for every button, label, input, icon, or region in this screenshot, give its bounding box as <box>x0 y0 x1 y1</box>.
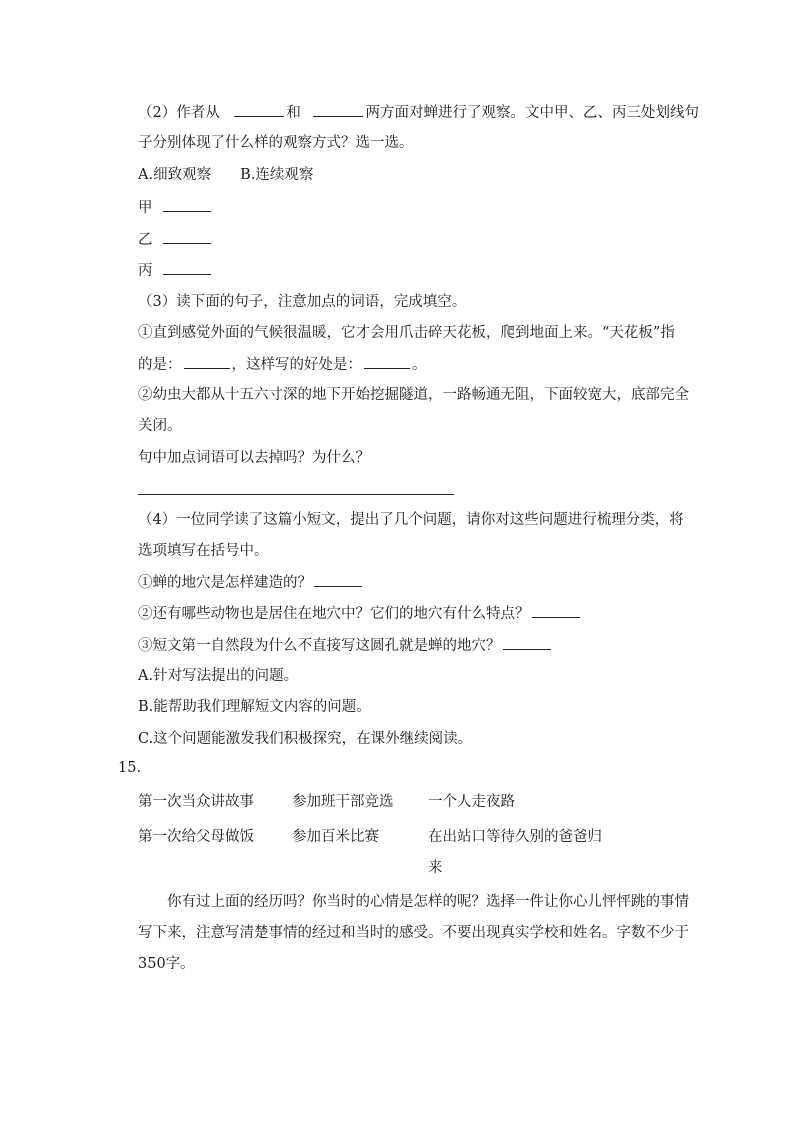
q15-choice-r1c3: 一个人走夜路 <box>428 794 515 810</box>
q15-choice-r1c1: 第一次当众讲故事 <box>138 794 254 810</box>
q2-jia-row <box>138 197 213 218</box>
q2-text-b: 和 <box>286 105 301 121</box>
q2-bing-blank[interactable] <box>163 260 211 275</box>
q2-text-a: （2）作者从 <box>138 105 220 121</box>
q3-s2-line1: ②幼虫大都从十五六寸深的地下开始挖掘隧道，一路畅通无阻，下面较宽大，底部完全 <box>138 387 689 403</box>
q2-bing-row <box>138 260 213 281</box>
q4-option-c: C.这个问题能激发我们积极探究，在课外继续阅读。 <box>138 731 473 747</box>
q4-item2-text: ②还有哪些动物也是居住在地穴中？它们的地穴有什么特点？ <box>138 606 530 622</box>
q2-text-c: 两方面对蝉进行了观察。文中甲、乙、丙三处划线句 <box>365 105 699 121</box>
q15-choice-r2c3: 在出站口等待久别的爸爸归 <box>428 829 602 845</box>
q3-s1-blank-1[interactable] <box>184 354 230 369</box>
q3-s1-text-a: 的是： <box>138 357 182 373</box>
q4-item3 <box>138 635 553 656</box>
q2-line1 <box>138 102 699 123</box>
q3-s1-text-c: 。 <box>412 357 427 373</box>
q2-jia-blank[interactable] <box>163 197 211 212</box>
q4-line1: （4）一位同学读了这篇小短文，提出了几个问题，请你对这些问题进行梳理分类，将 <box>138 512 684 528</box>
q15-prompt-line3: 350字。 <box>138 956 195 972</box>
q4-item3-blank[interactable] <box>503 635 551 650</box>
q3-question: 句中加点词语可以去掉吗？为什么？ <box>138 450 370 466</box>
q3-title: （3）读下面的句子，注意加点的词语，完成填空。 <box>138 294 467 310</box>
q3-s1-text-b: ，这样写的好处是： <box>231 357 362 373</box>
q4-item2 <box>138 603 582 624</box>
q2-blank-2[interactable] <box>313 102 363 117</box>
q3-s1-line2 <box>138 354 427 375</box>
q2-blank-1[interactable] <box>234 102 284 117</box>
q2-options: A.细致观察 B.连续观察 <box>138 167 314 183</box>
q2-line2: 子分别体现了什么样的观察方式？选一选。 <box>138 135 414 151</box>
q15-prompt-line2: 写下来，注意写清楚事情的经过和当时的感受。不要出现真实学校和姓名。字数不少于 <box>138 925 689 941</box>
q4-item1-blank[interactable] <box>314 572 362 587</box>
q4-item3-text: ③短文第一自然段为什么不直接写这圆孔就是蝉的地穴？ <box>138 638 501 654</box>
q15-prompt-line1: 你有过上面的经历吗？你当时的心情是怎样的呢？选择一件让你心儿怦怦跳的事情 <box>138 894 689 910</box>
q4-item1 <box>138 572 364 593</box>
q3-answer-line[interactable] <box>138 494 454 495</box>
q4-option-b: B.能帮助我们理解短文内容的问题。 <box>138 699 371 715</box>
q15-choice-r2c2: 参加百米比赛 <box>292 829 379 845</box>
q4-item2-blank[interactable] <box>532 603 580 618</box>
q15-choice-r2c1: 第一次给父母做饭 <box>138 829 254 845</box>
q3-s1-blank-2[interactable] <box>364 354 410 369</box>
q2-yi-row <box>138 229 213 250</box>
q2-yi-blank[interactable] <box>163 229 211 244</box>
q3-s2-line2: 关闭。 <box>138 418 182 434</box>
q15-choice-r1c2: 参加班干部竞选 <box>292 794 394 810</box>
q2-yi-label: 乙 <box>138 232 153 248</box>
q2-jia-label: 甲 <box>138 200 153 216</box>
q15-number: 15. <box>118 760 142 776</box>
q4-item1-text: ①蝉的地穴是怎样建造的？ <box>138 575 312 591</box>
q4-option-a: A.针对写法提出的问题。 <box>138 668 299 684</box>
q3-s1-line1: ①直到感觉外面的气候很温暖，它才会用爪击碎天花板，爬到地面上来。“天花板”指 <box>138 325 675 341</box>
q4-line2: 选项填写在括号中。 <box>138 543 269 559</box>
q2-bing-label: 丙 <box>138 263 153 279</box>
q15-choice-r2c3-cont: 来 <box>428 860 443 876</box>
